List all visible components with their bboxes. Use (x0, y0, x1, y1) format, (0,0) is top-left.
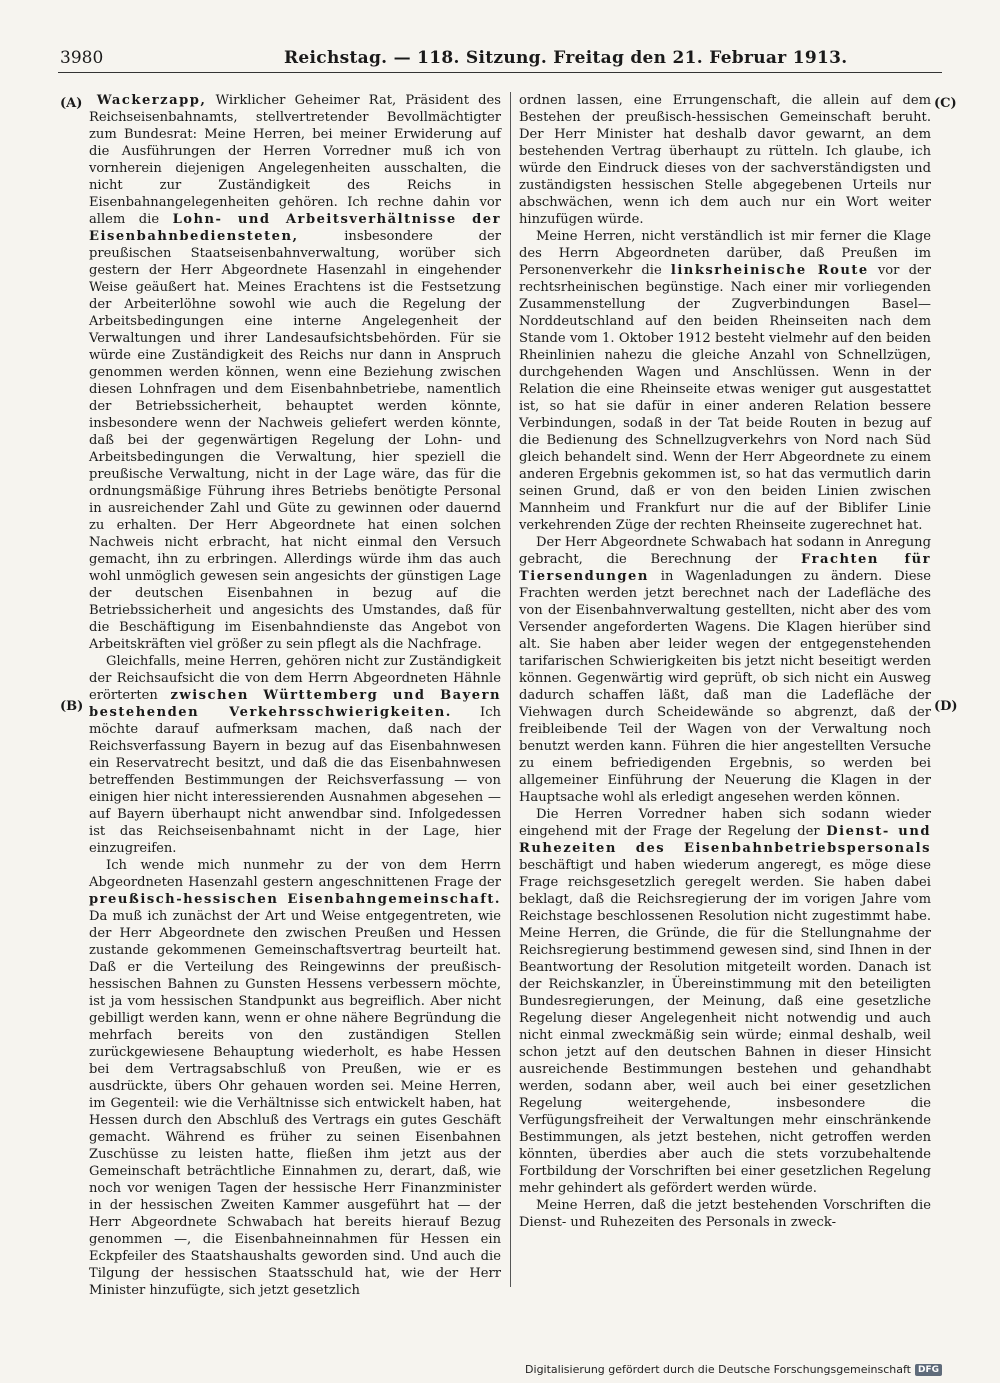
margin-mark-b: (B) (60, 699, 84, 714)
paragraph-text: Der Herr Abgeordnete Schwabach hat sodann in Anregung gebracht, die Berechnung der (519, 535, 931, 567)
paragraph (519, 534, 931, 806)
running-head: Reichstag. — 118. Sitzung. Freitag den 21. Februar 1913. (284, 48, 848, 68)
paragraph-text: insbesondere der preußischen Staatseisenbahnverwaltung, worüber sich gestern der Herr Abgeordnete Hasenzahl in eingehender Weise geäußert hat. Meines Erachtens ist die Festsetzung der Arbeiterlöhne sowohl wie auch die Regelung der Arbeitsbedingungen eine interne Angelegenheit der Verwaltungen und ihrer Landesaufsichtsbehörden. Für sie würde eine Zuständigkeit des Reichs nur dann in Anspruch genommen werden können, wenn eine Beziehung zwischen diesen Lohnfragen und dem Eisenbahnbetriebe, namentlich der Betriebssicherheit, behauptet werden könnte, insbesondere wenn der Nachweis geliefert werden könnte, daß bei der gegenwärtigen Regelung der Lohn- und Arbeitsbedingungen die Verwaltung, hier speziell die preußische Verwaltung, nicht in der Lage wäre, das für die ordnungsmäßige Führung ihres Betriebs benötigte Personal in ausreichender Zahl und Güte zu gewinnen oder dauernd zu erhalten. Der Herr Abgeordnete hat einen solchen Nachweis nicht erbracht, hat nicht einmal den Versuch gemacht, ihn zu erbringen. Allerdings würde ihm das auch wohl unmöglich gewesen sein angesichts der günstigen Lage der deutschen Eisenbahnen in bezug auf die Betriebssicherheit und angesichts des Umstandes, daß für die Beschäftigung im Eisenbahndienste das Angebot von Arbeitskräften viel größer zu sein pflegt als die Nachfrage. (89, 229, 501, 652)
page-number: 3980 (60, 48, 104, 68)
margin-mark-a: (A) (60, 96, 83, 111)
header-rule (58, 72, 942, 73)
paragraph-text: Ich möchte darauf aufmerksam machen, daß nach der Reichsverfassung Bayern in bezug auf das Eisenbahnwesen ein Reservatrecht besitzt, und daß die das Eisenbahnwesen betreffenden Bestimmungen der Reichsverfassung — von einigen hier nicht interessierenden Ausnahmen abgesehen — auf Bayern überhaupt nicht anwendbar sind. Infolgedessen ist das Reichseisenbahnamt nicht in der Lage, hier einzugreifen. (89, 705, 501, 856)
paragraph-text: Gleichfalls, meine Herren, gehören nicht zur Zuständigkeit der Reichsaufsicht die von dem Herrn Abgeordneten Hähnle erörterten (89, 654, 501, 703)
speaker-name: Wackerzapp, (96, 93, 207, 108)
left-column (89, 92, 501, 1299)
paragraph (519, 1197, 931, 1231)
paragraph (89, 857, 501, 1299)
emphasis: preußisch-hessischen Eisenbahngemeinschaft. (89, 892, 501, 907)
footer (525, 1363, 942, 1376)
paragraph (89, 653, 501, 857)
paragraph (519, 92, 931, 228)
emphasis: zwischen Württemberg und Bayern bestehenden Verkehrsschwierigkeiten. (89, 688, 501, 720)
paragraph (89, 92, 501, 653)
paragraph-text: Ich wende mich nunmehr zu der von dem Herrn Abgeordneten Hasenzahl gestern angeschnittenen Frage der (89, 858, 501, 890)
paragraph-text: Wirklicher Geheimer Rat, Präsident des Reichseisenbahnamts, stellvertretender Bevollmächtigter zum Bundesrat: Meine Herren, bei meiner Erwiderung auf die Ausführungen der Herren Vorredner muß ich von vornherein diejenigen Angelegenheiten ausschalten, die nicht zur Zuständigkeit des Reichs in Eisenbahnangelegenheiten gehören. Ich rechne dahin vor allem die (89, 93, 501, 227)
paragraph-text: beschäftigt und haben wiederum angeregt, es möge diese Frage reichsgesetzlich geregelt werden. Sie haben dabei beklagt, daß die Reichsregierung der im vorigen Jahre vom Reichstage beschlossenen Resolution nicht zugestimmt habe. Meine Herren, die Gründe, die für die Stellungnahme der Reichsregierung bestimmend gewesen sind, sind Ihnen in der Beantwortung der Resolution mitgeteilt worden. Danach ist der Reichskanzler, in Übereinstimmung mit den beteiligten Bundesregierungen, der Meinung, daß eine gesetzliche Regelung dieser Angelegenheit nicht notwendig und auch nicht einmal zweckmäßig sein würde; einmal deshalb, weil schon jetzt auf den deutschen Bahnen in dieser Hinsicht ausreichende Bestimmungen bestehen und gehandhabt werden, sodann aber, weil auch bei einer gesetzlichen Regelung weitergehende, insbesondere die Verfügungsfreiheit der Verwaltungen mehr einschränkende Bestimmungen, als jetzt bestehen, nicht getroffen werden könnten, überdies aber auch die stets vorzubehaltende Fortbildung der Vorschriften bei einer gesetzlichen Regelung mehr gehindert als gefördert werden würde. (519, 858, 931, 1196)
emphasis: Lohn- und Arbeitsverhältnisse der Eisenbahnbediensteten, (89, 212, 501, 244)
paragraph-text: Meine Herren, daß die jetzt bestehenden Vorschriften die Dienst- und Ruhezeiten des Personals in zweck- (519, 1198, 931, 1230)
paragraph-text: Die Herren Vorredner haben sich sodann wieder eingehend mit der Frage der Regelung der (519, 807, 931, 839)
margin-mark-d: (D) (934, 699, 958, 714)
paragraph-text: in Wagenladungen zu ändern. Diese Frachten werden jetzt berechnet nach der Ladefläche des von der Eisenbahnverwaltung gestellten, nicht aber des vom Versender angeforderten Wagens. Die Klagen hierüber sind alt. Sie haben aber leider wegen der entgegenstehenden tarifarischen Schwierigkeiten bis jetzt nicht beseitigt werden können. Gegenwärtig wird geprüft, ob sich nicht ein Ausweg dadurch schaffen läßt, daß man die Ladefläche der Viehwagen durch Scheidewände so abgrenzt, daß der freibleibende Teil der Wagen von der Verwaltung noch benutzt werden kann. Führen die hier angestellten Versuche zu einem befriedigenden Ergebnis, so werden bei allgemeiner Einführung der Neuerung die Klagen in der Hauptsache wohl als erledigt angesehen werden können. (519, 569, 931, 805)
paragraph-text: ordnen lassen, eine Errungenschaft, die allein auf dem Bestehen der preußisch-hessischen Gemeinschaft beruht. Der Herr Minister hat deshalb davor gewarnt, an dem bestehenden Vertrag überhaupt zu rütteln. Ich glaube, ich würde den Eindruck dieses von der sachverständigsten und zuständigsten hessischen Stelle abgegebenen Urteils nur abschwächen, wenn ich dem auch nur ein Wort weiter hinzufügen würde. (519, 93, 931, 227)
dfg-logo-icon: DFG (915, 1364, 942, 1376)
emphasis: linksrheinische Route (670, 263, 869, 278)
paragraph (519, 228, 931, 534)
paragraph-text: Meine Herren, nicht verständlich ist mir ferner die Klage des Herrn Abgeordneten darüber, daß Preußen im Personenverkehr die (519, 229, 931, 278)
paragraph (519, 806, 931, 1197)
emphasis: Frachten für Tiersendungen (519, 552, 931, 584)
right-column (519, 92, 931, 1231)
emphasis: Dienst- und Ruhezeiten des Eisenbahnbetriebspersonals (519, 824, 931, 856)
column-divider (510, 92, 511, 1287)
paragraph-text: Da muß ich zunächst der Art und Weise entgegentreten, wie der Herr Abgeordnete den zwischen Preußen und Hessen zustande gekommenen Gemeinschaftsvertrag beurteilt hat. Daß er die Verteilung des Reingewinns der preußisch-hessischen Bahnen zu Gunsten Hessens verbessern möchte, ist ja vom hessischen Standpunkt aus begreiflich. Aber nicht gebilligt werden kann, wenn er ohne nähere Begründung die mehrfach bereits von den zuständigen Stellen zurückgewiesene Behauptung wiederholt, es habe Hessen bei dem Vertragsabschluß von Preußen, wie er es ausdrückte, übers Ohr gehauen worden sei. Meine Herren, im Gegenteil: wie die Verhältnisse sich entwickelt haben, hat Hessen durch den Abschluß des Vertrags ein gutes Geschäft gemacht. Während es früher zu seinen Eisenbahnen Zuschüsse zu leisten hatte, fließen ihm jetzt aus der Gemeinschaft beträchtliche Einnahmen zu, derart, daß, wie noch vor wenigen Tagen der hessische Herr Finanzminister in der hessischen Zweiten Kammer ausgeführt hat — der Herr Abgeordnete Schwabach hat bereits hierauf Bezug genommen —, die Eisenbahneinnahmen für Hessen ein Eckpfeiler des Staatshaushalts geworden sind. Und auch die Tilgung der hessischen Staatsschuld hat, wie der Herr Minister hinzufügte, sich jetzt gesetzlich (89, 909, 501, 1298)
footer-credit: Digitalisierung gefördert durch die Deutsche Forschungsgemeinschaft (525, 1363, 911, 1376)
paragraph-text: vor der rechtsrheinischen begünstige. Nach einer mir vorliegenden Zusammenstellung der Zugverbindungen Basel—Norddeutschland auf den beiden Rheinseiten nach dem Stande vom 1. Oktober 1912 besteht vielmehr auf den beiden Rheinlinien nahezu die gleiche Anzahl von Schnellzügen, durchgehenden Wagen und Anschlüssen. Wenn in der Relation die eine Rheinseite etwas weniger gut ausgestattet ist, so hat sie dafür in einer anderen Relation bessere Verbindungen, sodaß in der Tat beide Routen in bezug auf die Bedienung des Schnellzugverkehrs von Nord nach Süd gleich behandelt sind. Wenn der Herr Abgeordnete zu einem anderen Ergebnis gekommen ist, so hat das vermutlich darin seinen Grund, daß er von den beiden Linien zwischen Mannheim und Frankfurt nur die auf der Biblifer Linie verkehrenden Züge der rechten Rheinseite zugerechnet hat. (519, 263, 931, 533)
margin-mark-c: (C) (934, 96, 957, 111)
